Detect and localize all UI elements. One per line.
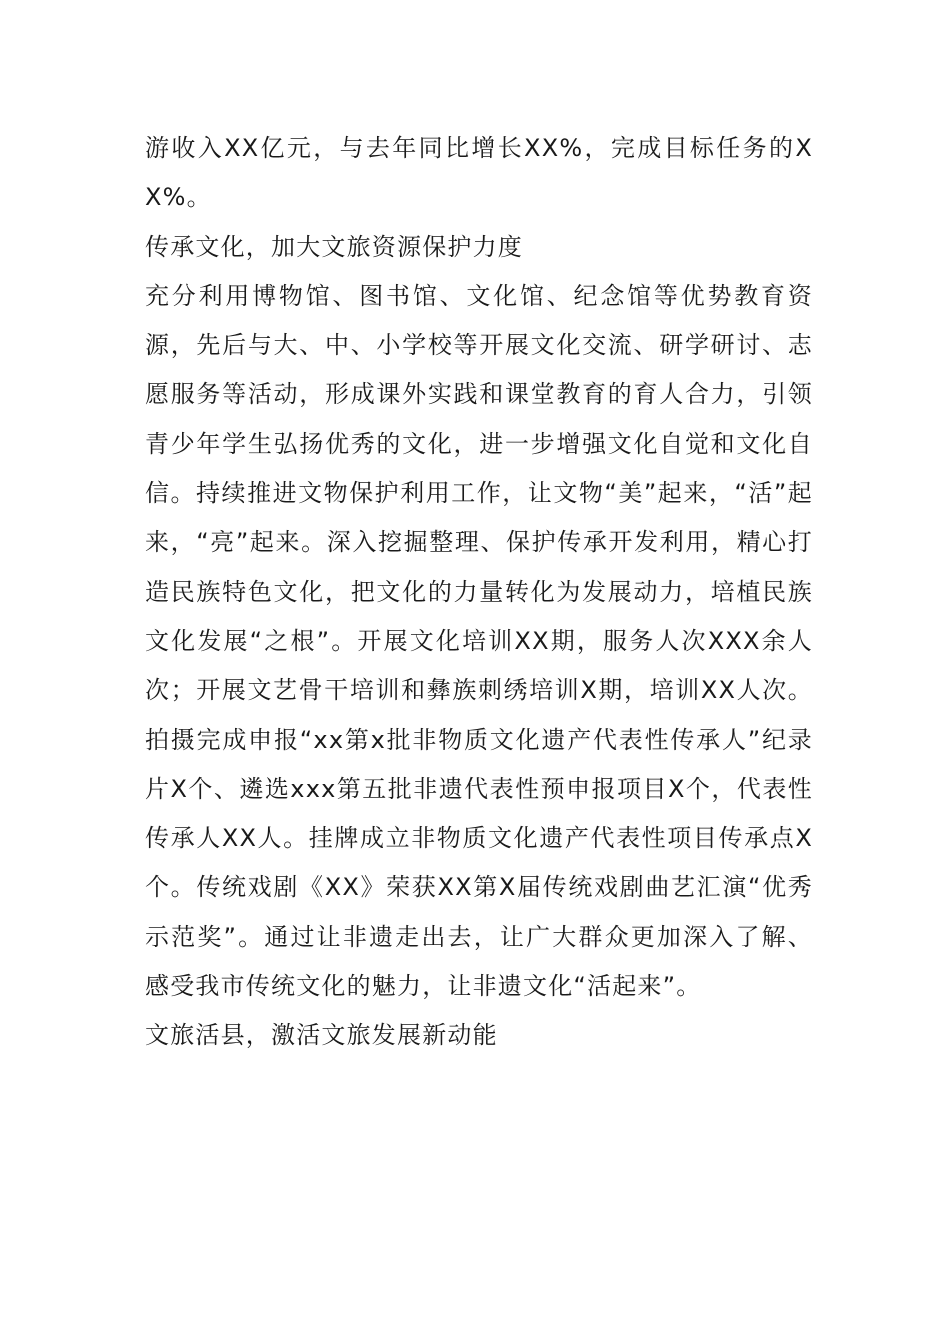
paragraph-culture-protection: 充分利用博物馆、图书馆、文化馆、纪念馆等优势教育资源，先后与大、中、小学校等开展文化交流、研学研讨、志愿服务等活动，形成课外实践和课堂教育的育人合力，引领青少年学生弘扬优秀的文化，进一步增强文化自觉和文化自信。持续推进文物保护利用工作，让文物“美”起来，“活”起来，“亮”起来。深入挖掘整理、保护传承开发利用，精心打造民族特色文化，把文化的力量转化为发展动力，培植民族文化发展“之根”。开展文化培训XX期，服务人次XXX余人次；开展文艺骨干培训和彝族刺绣培训X期，培训XX人次。拍摄完成申报“xx第x批非物质文化遗产代表性传承人”纪录片X个、遴选xxx第五批非遗代表性预申报项目X个，代表性传承人XX人。挂牌成立非物质文化遗产代表性项目传承点X个。传统戏剧《XX》荣获XX第X届传统戏剧曲艺汇演“优秀示范奖”。通过让非遗走出去，让广大群众更加深入了解、感受我市传统文化的魅力，让非遗文化“活起来”。 — [145, 281, 813, 1001]
section-heading-culture-protection: 传承文化，加大文旅资源保护力度 — [145, 232, 523, 261]
document-body — [145, 124, 813, 1061]
section-heading-tourism-county: 文旅活县，激活文旅发展新动能 — [145, 1021, 498, 1050]
paragraph-tourism-revenue: 游收入XX亿元，与去年同比增长XX%，完成目标任务的XX%。 — [145, 134, 813, 212]
